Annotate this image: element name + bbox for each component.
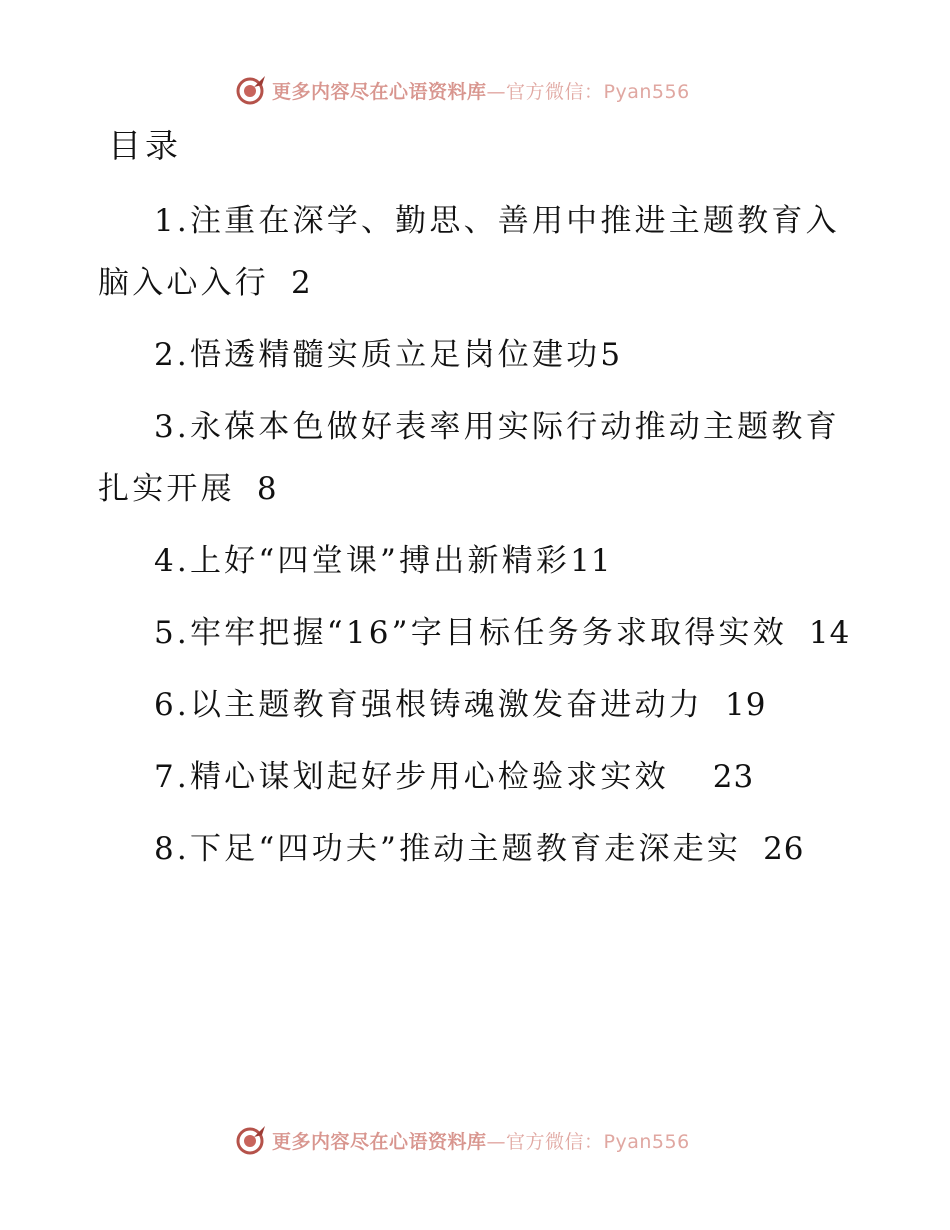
- toc-entry-text: 3.永葆本色做好表率用实际行动推动主题教育扎实开展: [98, 409, 840, 507]
- footer-watermark: [234, 1123, 690, 1157]
- toc-entry: [98, 530, 858, 592]
- toc-page-number: 19: [724, 687, 767, 723]
- toc-entry-text: 1.注重在深学、勤思、善用中推进主题教育入脑入心入行: [98, 203, 840, 301]
- toc-page-number: 14: [808, 615, 851, 651]
- toc-entry: [98, 746, 858, 808]
- toc-entry: [98, 396, 858, 520]
- watermark-text: 更多内容尽在心语资料库—官方微信：Pyan556: [272, 1130, 690, 1153]
- toc-entry-text: 7.精心谋划起好步用心检验求实效: [154, 759, 669, 795]
- toc-entry-text: 5.牢牢把握“16”字目标任务务求取得实效: [154, 615, 787, 651]
- watermark-text: 更多内容尽在心语资料库—官方微信：Pyan556: [272, 80, 690, 103]
- toc-entry: [98, 190, 858, 314]
- toc-entry-text: 6.以主题教育强根铸魂激发奋进动力: [154, 687, 703, 723]
- toc-entry-text: 2.悟透精髓实质立足岗位建功: [154, 337, 601, 373]
- toc-entry: [98, 818, 858, 880]
- toc-page-number: 8: [256, 471, 278, 507]
- toc-page-number: 11: [570, 543, 612, 579]
- quill-seal-icon: [234, 1123, 268, 1157]
- table-of-contents: [98, 190, 858, 890]
- toc-title: 目录: [108, 126, 182, 165]
- toc-page-number: 2: [291, 265, 312, 301]
- toc-page-number: 26: [763, 831, 805, 867]
- toc-page-number: 23: [712, 759, 755, 795]
- toc-entry-text: 8.下足“四功夫”推动主题教育走深走实: [154, 831, 742, 867]
- toc-entry: [98, 674, 858, 736]
- toc-page-number: 5: [600, 337, 622, 373]
- toc-entry: [98, 602, 858, 664]
- quill-seal-icon: [234, 73, 268, 107]
- toc-entry-text: 4.上好“四堂课”搏出新精彩: [154, 543, 571, 579]
- toc-entry: [98, 324, 858, 386]
- header-watermark: [234, 73, 690, 107]
